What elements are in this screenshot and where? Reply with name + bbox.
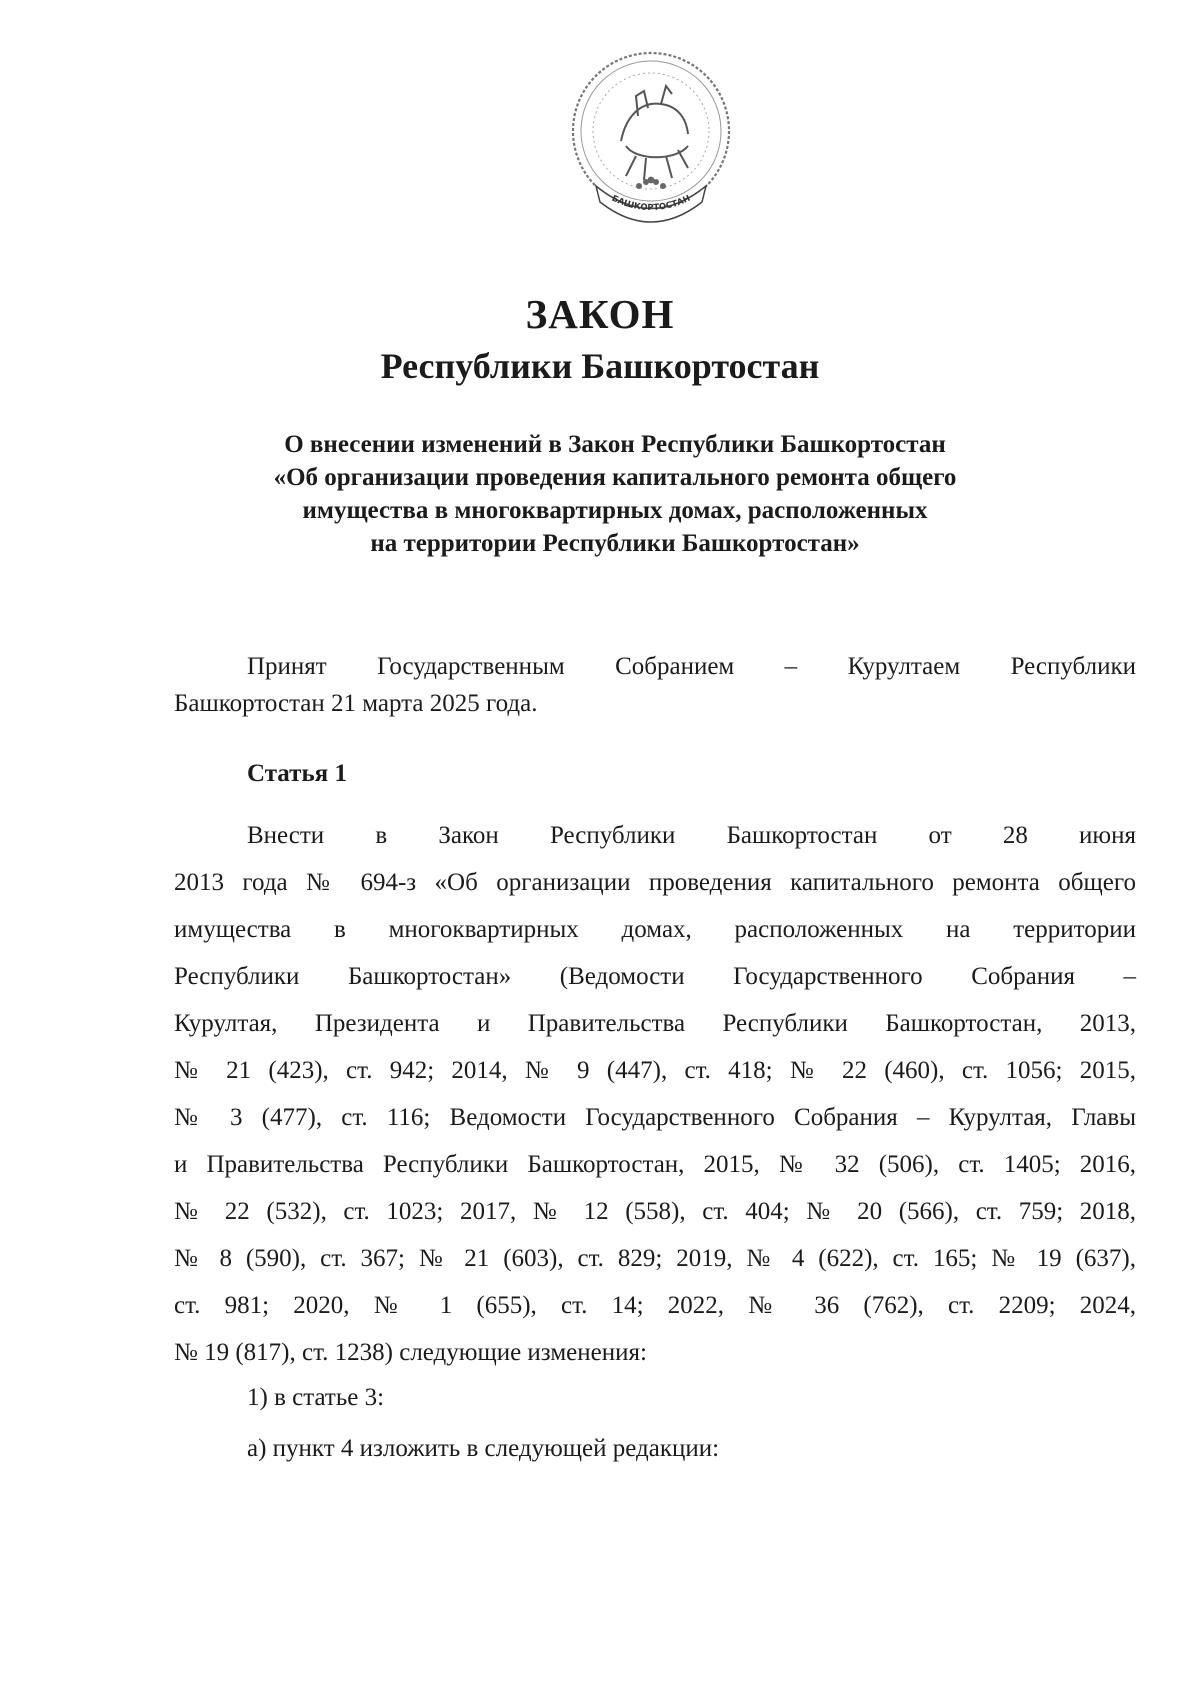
adoption-line: Башкортостан 21 марта 2025 года. [174, 690, 538, 717]
adoption-note [174, 648, 1136, 722]
article-line: 2013 года № 694-з «Об организации проведения капитального ремонта общего [174, 869, 1136, 896]
subject-line: имущества в многоквартирных домах, расположенных [302, 497, 928, 524]
article-line: Курултая, Президента и Правительства Республики Башкортостан, 2013, [174, 1010, 1136, 1037]
document-title: ЗАКОН [525, 291, 675, 337]
article-heading: Статья 1 [247, 760, 347, 787]
article-item-a: а) пункт 4 изложить в следующей редакции: [247, 1435, 720, 1462]
coat-of-arms-emblem [566, 46, 736, 236]
article-line: № 21 (423), ст. 942; 2014, № 9 (447), ст. 418; № 22 (460), ст. 1056; 2015, [174, 1057, 1136, 1084]
article-line: № 3 (477), ст. 116; Ведомости Государственного Собрания – Курултая, Главы [174, 1104, 1136, 1131]
emblem-ribbon-text: БАШКОРТОСТАН [609, 193, 693, 214]
document-subtitle: Республики Башкортостан [380, 346, 820, 386]
article-item-1: 1) в статье 3: [247, 1384, 385, 1411]
subject-line: на территории Республики Башкортостан» [370, 530, 860, 557]
article-line: Внести в Закон Республики Башкортостан от 28 июня [247, 822, 1136, 849]
article-line: № 19 (817), ст. 1238) следующие изменения: [174, 1339, 647, 1366]
adoption-line: Принят Государственным Собранием – Курултаем Республики [247, 653, 1136, 680]
article-text [174, 812, 1136, 1376]
subject-line: «Об организации проведения капитального ремонта общего [273, 464, 957, 491]
article-line: № 8 (590), ст. 367; № 21 (603), ст. 829; 2019, № 4 (622), ст. 165; № 19 (637), [174, 1245, 1136, 1272]
article-line: и Правительства Республики Башкортостан, 2015, № 32 (506), ст. 1405; 2016, [174, 1151, 1136, 1178]
article-line: № 22 (532), ст. 1023; 2017, № 12 (558), ст. 404; № 20 (566), ст. 759; 2018, [174, 1198, 1136, 1225]
law-subject [200, 428, 1030, 560]
article-line: ст. 981; 2020, № 1 (655), ст. 14; 2022, № 36 (762), ст. 2209; 2024, [174, 1292, 1136, 1319]
subject-line: О внесении изменений в Закон Республики Башкортостан [284, 431, 946, 458]
article-line: Республики Башкортостан» (Ведомости Государственного Собрания – [174, 963, 1136, 990]
article-line: имущества в многоквартирных домах, расположенных на территории [174, 916, 1136, 943]
